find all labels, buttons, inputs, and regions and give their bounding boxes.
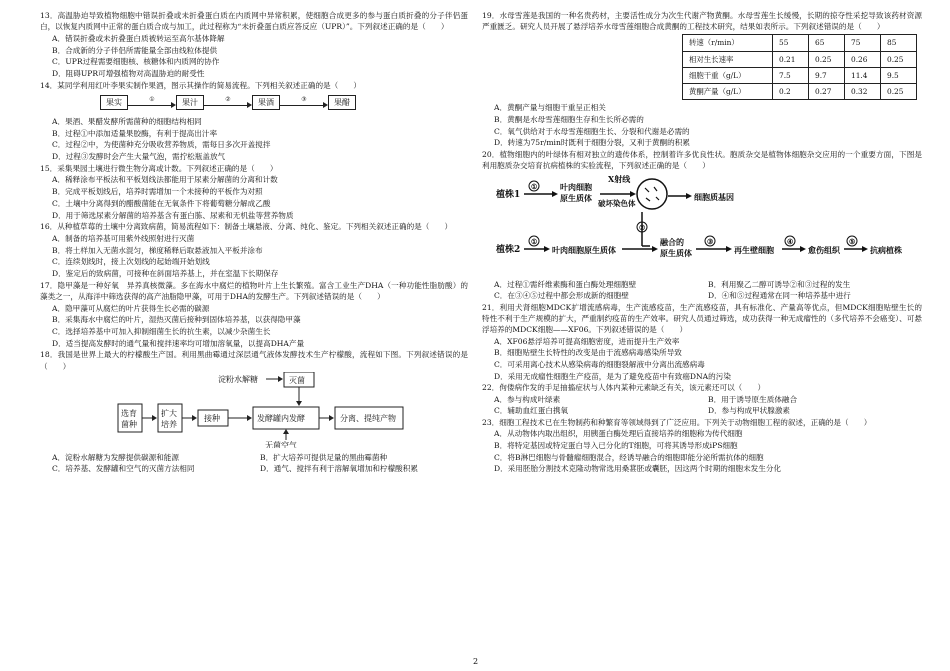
option: B．将特定基因或特定蛋白导入已分化的T细胞，可将其诱导形成iPS细胞 [494, 440, 738, 450]
label-sterile-air: 无菌空气 [265, 441, 297, 449]
label-protoplast1-a: 叶肉细胞 [560, 181, 592, 192]
option: D．阻碍UPR可增强植物对高温胁迫的耐受性 [52, 69, 205, 79]
option: B．将土样加入无菌水混匀，梯度稀释后取悬液加入平板并涂布 [52, 245, 263, 255]
table-cell: 9.7 [809, 67, 845, 83]
option: C．土壤中分离得到的醋酸菌能在无氧条件下将葡萄糖分解成乙酸 [52, 198, 271, 208]
option: D．采用胚胎分割技术克隆动物常选用桑葚胚或囊胚，因这两个时期的细胞未发生分化 [494, 464, 782, 474]
question-16 [40, 221, 468, 279]
page-number: 2 [473, 657, 479, 666]
label-regen-wall: 再生壁细胞 [734, 244, 774, 255]
table-row [683, 67, 917, 83]
table-cell: 11.4 [845, 67, 881, 83]
option: A．果酒、果醋发酵所需菌种的细胞结构相同 [52, 116, 202, 126]
step-3-label: ③ [707, 236, 714, 246]
table-row [683, 84, 917, 100]
label-plant-1: 植株1 [496, 189, 521, 200]
right-column [482, 10, 922, 475]
label-select-1: 选育 [121, 409, 137, 419]
label-inoculate: 接种 [204, 414, 220, 424]
option: D．参与构成甲状腺激素 [708, 406, 791, 416]
step-5-label: ⑤ [849, 236, 856, 246]
question-stem: 19．水母雪莲是我国的一种名贵药材，主要活性成分为次生代谢产物黄酮。水母雪莲生长缓慢，长期的掠夺性采挖导致该药材资源严重匮乏。研究人员开展了悬浮培养水母雪莲细胞合成黄酮的工程技术研究，结果如表所示。下列叙述错误的是（ ） [482, 11, 922, 32]
fruit-wine-flowchart [100, 92, 468, 114]
question-21 [482, 302, 922, 382]
table-cell: 55 [773, 35, 809, 51]
option: B．利用聚乙二醇可诱导②和③过程的发生 [708, 280, 851, 290]
option: D．转速为75r/min时既利于细胞分裂，又利于黄酮的积累 [494, 138, 690, 148]
table-cell: 85 [881, 35, 917, 51]
label-fused-1: 融合的 [660, 236, 684, 247]
label-fused-2: 原生质体 [660, 247, 692, 258]
option: C．培养基、发酵罐和空气的灭菌方法相同 [52, 463, 195, 473]
table-cell: 7.5 [773, 67, 809, 83]
label-expand-2: 培养 [161, 420, 177, 430]
label-starch-hydrolysis: 淀粉水解糖 [218, 375, 258, 385]
table-cell: 0.25 [881, 51, 917, 67]
table-cell: 75 [845, 35, 881, 51]
option: B．用于诱导原生质体融合 [708, 395, 798, 405]
option: A．错误折叠或未折叠蛋白质被转运至高尔基体降解 [52, 33, 225, 43]
option: A．从动物体内取出组织，用胰蛋白酶处理后直接培养的细胞称为传代细胞 [494, 429, 743, 439]
label-cytoplasm-gene: 细胞质基因 [694, 191, 734, 202]
option: C．氧气供给对于水母雪莲细胞生长、分裂和代谢是必需的 [494, 126, 690, 136]
question-stem: 17．隐甲藻是一种好氧 异养真核微藻。多在海水中腐烂的植物叶片上生长繁殖。富含工业生产DHA（一种功能性脂肪酸）的藻类之一，从海洋中筛选获得的高产油脂隐甲藻，可用于DHA的发酵生产。下列叙述错误的是（ ） [40, 280, 468, 301]
question-15 [40, 163, 468, 221]
table-cell: 相对生长速率 [683, 51, 773, 67]
option: B．过程①中添加适量果胶酶，有利于提高出汁率 [52, 128, 218, 138]
citric-acid-flow-diagram [40, 372, 468, 448]
table-cell: 0.32 [845, 84, 881, 100]
question-23 [482, 417, 922, 475]
option: C．选择培养基中可加入抑制细菌生长的抗生素，以减少杂菌生长 [52, 327, 271, 337]
option: A．参与构成叶绿素 [494, 395, 561, 405]
option: D．用于筛选尿素分解菌的培养基含有蛋白胨、尿素和无机盐等营养物质 [52, 210, 294, 220]
option: C．连续划线时，接上次划线的起始端开始划线 [52, 257, 210, 267]
question-20 [482, 149, 922, 302]
step-2-label: ② [639, 222, 646, 232]
flow-box-fruit: 果实 [100, 95, 128, 110]
option: D．通气、搅拌有利于溶解氧增加和柠檬酸积累 [260, 463, 418, 473]
option: D．鉴定后的致病菌，可接种在斜面培养基上，并在室温下长期保存 [52, 269, 279, 279]
question-stem: 18．我国是世界上最大的柠檬酸生产国。利用黑曲霉通过深层通气液体发酵技术生产柠檬酸，流程如下图。下列叙述错误的是（ ） [40, 350, 468, 371]
left-column [40, 10, 468, 474]
option: C．将B淋巴细胞与骨髓瘤细胞混合，经诱导融合的细胞即能分泌所需抗体的细胞 [494, 452, 764, 462]
step-1-label: ① [531, 181, 538, 191]
label-protoplast1-b: 原生质体 [560, 192, 592, 203]
option: A．黄酮产量与细胞干重呈正相关 [494, 103, 606, 113]
flow-box-juice: 果汁 [176, 95, 204, 110]
label-expand-1: 扩大 [161, 409, 177, 419]
label-sterilize: 灭菌 [289, 376, 305, 386]
option-row [482, 279, 922, 290]
question-stem: 23．细胞工程技术已在生物制药和种繁育等领域得到了广泛应用。下列关于动物细胞工程的叙述，正确的是（ ） [482, 417, 872, 427]
option: B．完成平板划线后，培养时需增加一个未接种的平板作为对照 [52, 187, 263, 197]
option-row [482, 405, 922, 416]
option: A．隐甲藻可从腐烂的叶片获得生长必需的碳源 [52, 303, 210, 313]
label-ferment: 发酵罐内发酵 [257, 414, 305, 424]
flow-box-wine: 果酒 [252, 95, 280, 110]
label-xray: X射线 [608, 173, 631, 184]
rotation-speed-table [682, 34, 917, 100]
label-resistant-plant: 抗病植株 [870, 244, 902, 255]
table-cell: 65 [809, 35, 845, 51]
table-row [683, 51, 917, 67]
option: A．XF06悬浮培养可提高细胞密度，进而提升生产效率 [494, 336, 680, 346]
flow-arrow: ① [128, 97, 176, 109]
table-row [683, 35, 917, 51]
option: B．细胞贴壁生长特性的改变是由于流感病毒感染所导致 [494, 348, 682, 358]
option: C．在③④⑤过程中都会形成新的细胞壁 [494, 291, 629, 301]
option-row [40, 452, 468, 463]
option-row [40, 463, 468, 474]
option: A．淀粉水解糖为发酵提供碳源和能源 [52, 452, 179, 462]
option: B．采集海水中腐烂的叶片，湿热灭菌后接种到固体培养基，以获得隐甲藻 [52, 315, 301, 325]
label-separate: 分离、提纯产物 [340, 414, 396, 424]
option: B．扩大培养可提供足量的黑曲霉菌种 [260, 452, 388, 462]
table-cell: 转速（r/min） [683, 35, 773, 51]
table-cell: 0.25 [881, 84, 917, 100]
flow-arrow: ③ [280, 97, 328, 109]
step-1b-label: ① [531, 236, 538, 246]
table-cell: 黄酮产量（g/L） [683, 84, 773, 100]
step-4-label: ④ [787, 236, 794, 246]
label-select-2: 菌种 [121, 420, 137, 430]
question-stem: 21．利用犬肾细胞MDCK扩增流感病毒，生产流感疫苗，生产流感疫苗，具有标准化、产量高等优点，但MDCK细胞贴壁生长的特性不利于生产规模的扩大，严重制约疫苗的生产效率。研究人员通过筛选，成功获得一种无成瘤性的（多代培养不会癌变）、可悬浮培养的MDCK细胞——XF06。下列叙述错误的是（ ） [482, 302, 922, 334]
option: C．可采用离心技术从感染病毒的细胞裂解液中分离出流感病毒 [494, 360, 705, 370]
option: B．黄酮是水母雪莲细胞生存和生长所必需的 [494, 114, 644, 124]
table-cell: 0.26 [845, 51, 881, 67]
question-stem: 20．植物细胞内的叶绿体有相对独立的遗传体系，控制着许多优良性状。胞质杂交是植物体细胞杂交应用的一个重要方面，下图是利用胞质杂交培育抗病植株的实验流程，下列叙述正确的是（ ） [482, 150, 922, 171]
table-cell: 0.27 [809, 84, 845, 100]
table-cell: 0.2 [773, 84, 809, 100]
table-cell: 0.21 [773, 51, 809, 67]
option: D．适当提高发酵时的通气量和搅拌速率均可增加溶氧量，以提高DHA产量 [52, 338, 305, 348]
label-callus: 愈伤组织 [808, 244, 840, 255]
question-13 [40, 10, 468, 79]
option: C．辅助血红蛋白携氧 [494, 406, 569, 416]
label-protoplast2: 叶肉细胞原生质体 [552, 244, 616, 255]
flow-box-vinegar: 果醋 [328, 95, 356, 110]
question-stem: 16．从种植草莓的土壤中分离致病菌，简易流程如下：制备土壤悬液、分离、纯化、鉴定。下列相关叙述正确的是（ ） [40, 222, 453, 232]
question-19 [482, 10, 922, 149]
option: C．UPR过程需要细胞核、核糖体和内质网的协作 [52, 57, 220, 67]
question-stem: 14．某同学利用红叶李果实制作果酒，图示其操作的简易流程。下列相关叙述正确的是（ ） [40, 80, 362, 90]
cytoplasmic-hybrid-diagram [482, 172, 922, 276]
option-row [482, 290, 922, 301]
question-18 [40, 349, 468, 474]
question-stem: 13．高温胁迫导致植物细胞中错误折叠或未折叠蛋白质在内质网中异常积累，使细胞合成更多的参与蛋白质折叠的分子伴侣蛋白，以恢复内质网中正常的蛋白质合成与加工，此过程称为“未折叠蛋白质应答反应（UPR）”。下列叙述正确的是（ ） [40, 11, 468, 32]
question-stem: 15．采集果园土壤进行微生物分离或计数。下列叙述正确的是（ ） [40, 163, 278, 173]
table-cell: 0.25 [809, 51, 845, 67]
label-plant-2: 植株2 [496, 244, 521, 255]
question-14 [40, 80, 468, 163]
option: D．过程③发酵时会产生大量气泡，需拧松瓶盖放气 [52, 152, 226, 162]
option: A．过程①需纤维素酶和蛋白酶处理细胞壁 [494, 280, 637, 290]
table-cell: 细胞干重（g/L） [683, 67, 773, 83]
option: C．过程②中，为使菌种充分吸收营养物质，需每日多次开盖搅拌 [52, 140, 271, 150]
option: B．合成新的分子伴侣所需能量全部由线粒体提供 [52, 45, 218, 55]
table-cell: 9.5 [881, 67, 917, 83]
flow-arrow: ② [204, 97, 252, 109]
option-row [482, 394, 922, 405]
question-22 [482, 382, 922, 416]
option: A．制备的培养基可用紫外线照射进行灭菌 [52, 233, 195, 243]
question-17 [40, 280, 468, 349]
option: D．④和⑤过程通常在同一种培养基中进行 [708, 291, 851, 301]
cell-circle-icon [637, 179, 667, 209]
option: D．采用无成瘤性细胞生产疫苗，是为了避免疫苗中有致癌DNA的污染 [494, 371, 731, 381]
option: A．稀释涂布平板法和平板划线法都能用于尿素分解菌的分离和计数 [52, 175, 278, 185]
question-stem: 22．佝偻病作发的手足抽搐症状与人体内某种元素缺乏有关，该元素还可以（ ） [482, 383, 766, 393]
label-destroy-chromosome: 破坏染色体 [598, 198, 636, 208]
